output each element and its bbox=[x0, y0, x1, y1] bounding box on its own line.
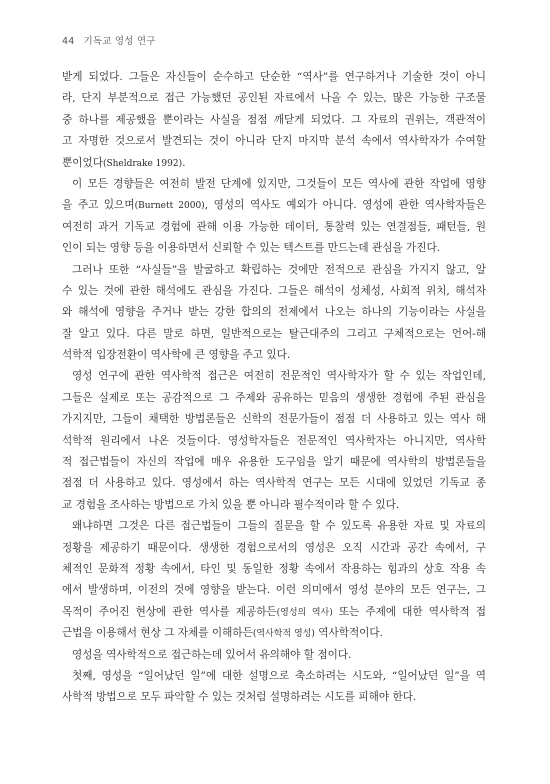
text-segment: 그러나 또한 “사실들”을 발굴하고 확립하는 것에만 전적으로 관심을 가지지 않고, 알 bbox=[72, 263, 486, 276]
citation: (Sheldrake 1992) bbox=[102, 158, 183, 169]
text-line bbox=[62, 302, 486, 323]
running-head bbox=[62, 33, 156, 47]
text-line bbox=[62, 473, 486, 494]
text-line bbox=[62, 324, 486, 345]
text-line bbox=[62, 580, 486, 601]
text-line bbox=[62, 153, 486, 174]
text-segment: 점점 더 사용하고 있다. 영성에서 하는 역사학적 연구는 모든 시대에 있었던 기독교 종 bbox=[62, 477, 486, 490]
text-line bbox=[62, 388, 486, 409]
text-segment: 첫째, 영성을 “일어났던 일”에 대한 설명으로 축소하려는 시도와, “일어났던 일”을 역 bbox=[72, 669, 486, 682]
text-segment: 에서 발생하며, 이전의 것에 영향을 받는다. 이런 의미에서 영성 분야의 모든 연구는, 그 bbox=[62, 584, 486, 597]
text-line bbox=[62, 281, 486, 302]
text-segment: 이 모든 경향들은 여전히 발전 단계에 있지만, 그것들이 모든 역사에 관한 작업에 영향 bbox=[72, 177, 486, 190]
text-segment: 체적인 문화적 정황 속에서, 타인 및 동일한 정황 속에서 작용하는 힘과의 상호 작용 속 bbox=[62, 562, 486, 575]
text-segment: 석학적 원리에서 나온 것들이다. 영성학자들은 전문적인 역사학자는 아니지만, 역사학 bbox=[62, 434, 486, 447]
text-segment: 수 있는 것에 관한 해석에도 관심을 가진다. 그들은 해석이 성체성, 사회적 위치, 해석자 bbox=[62, 284, 486, 297]
text-line bbox=[62, 88, 486, 109]
text-segment: 근법을 이용해서 현상 그 자체를 이해하든 bbox=[62, 627, 253, 640]
citation: (영성의 역사) bbox=[276, 607, 333, 618]
text-segment: 여전히 과거 기독교 경험에 관해 이용 가능한 데이터, 통찰력 있는 연결점들, 패턴들, 원 bbox=[62, 220, 486, 233]
text-segment: 받게 되었다. 그들은 자신들이 순수하고 단순한 “역사”를 연구하거나 기술한 것이 아니 bbox=[62, 71, 486, 83]
text-line bbox=[62, 366, 486, 387]
text-line bbox=[62, 409, 486, 430]
text-segment: 석학적 입장전환이 역사학에 큰 영향을 주고 있다. bbox=[62, 349, 291, 362]
text-segment: 영성을 역사학적으로 접근하는데 있어서 유의해야 할 점이다. bbox=[72, 648, 352, 661]
text-line bbox=[62, 495, 486, 516]
text-segment: 중 하나를 제공했을 뿐이라는 사실을 점점 깨닫게 되었다. 그 자료의 권위는, 객관적이 bbox=[62, 113, 486, 126]
book-title: 기독교 영성 연구 bbox=[83, 36, 156, 47]
text-segment: 또는 주제에 대한 역사학적 접 bbox=[332, 605, 486, 618]
text-line bbox=[62, 645, 486, 666]
text-segment: 와 해석에 영향을 주거나 받는 강한 합의의 전제에서 나오는 하나의 기능이라는 사실을 bbox=[62, 306, 486, 319]
text-segment: 왜냐하면 그것은 다른 접근법들이 그들의 질문을 할 수 있도록 유용한 자료 및 자료의 bbox=[72, 520, 486, 533]
text-line bbox=[62, 67, 486, 88]
text-segment: 목적이 주어진 현상에 관한 역사를 제공하든 bbox=[62, 605, 277, 618]
text-line bbox=[62, 174, 486, 195]
text-line bbox=[62, 110, 486, 131]
text-segment: 뿐이었다 bbox=[62, 156, 103, 169]
body-text bbox=[62, 67, 486, 709]
text-line bbox=[62, 602, 486, 623]
text-line bbox=[62, 217, 486, 238]
text-line bbox=[62, 623, 486, 644]
text-segment: 라, 단지 부분적으로 접근 가능했던 공인된 자료에서 나올 수 있는, 많은 가능한 구조물 bbox=[62, 92, 486, 105]
page-number: 44 bbox=[62, 36, 75, 47]
text-segment: 사학적 방법으로 모두 파악할 수 있는 것처럼 설명하려는 시도를 피해야 한다. bbox=[62, 691, 417, 704]
citation: (역사학적 영성) bbox=[252, 629, 315, 640]
text-segment: 영성 연구에 관한 역사학적 접근은 여전히 전문적인 역사학자가 할 수 있는 작업인데, bbox=[72, 370, 486, 383]
text-line bbox=[62, 345, 486, 366]
text-segment: 역사학적이다. bbox=[314, 627, 384, 640]
text-line bbox=[62, 538, 486, 559]
text-segment: 고 자명한 것으로서 발견되는 것이 아니라 단지 마지막 분석 속에서 역사학자가 수여할 bbox=[62, 135, 486, 148]
text-line bbox=[62, 452, 486, 473]
citation: (Burnett 2000) bbox=[134, 201, 205, 212]
text-line bbox=[62, 131, 486, 152]
text-line bbox=[62, 195, 486, 216]
text-segment: 가지지만, 그들이 채택한 방법론들은 신학의 전문가들이 점점 더 사용하고 있는 역사 해 bbox=[62, 413, 486, 426]
text-line bbox=[62, 516, 486, 537]
text-segment: . bbox=[182, 156, 186, 169]
text-segment: 을 주고 있으며 bbox=[62, 199, 135, 212]
text-segment: 그들은 실제로 또는 공감적으로 그 주제와 공유하는 믿음의 생생한 경험에 주된 관심을 bbox=[62, 391, 486, 404]
text-segment: , 영성의 역사도 예외가 아니다. 영성에 관한 역사학자들은 bbox=[204, 199, 486, 212]
text-segment: 교 경험을 조사하는 방법으로 가치 있을 뿐 아니라 필수적이라 할 수 있다. bbox=[62, 498, 400, 511]
text-segment: 인이 되는 영향 등을 이용하면서 신뢰할 수 있는 텍스트를 만드는데 관심을 가진다. bbox=[62, 242, 441, 255]
text-line bbox=[62, 260, 486, 281]
text-segment: 잘 알고 있다. 다른 말로 하면, 일반적으로는 탈근대주의 그리고 구체적으로는 언어-해 bbox=[62, 327, 486, 340]
text-segment: 적 접근법들이 자신의 작업에 매우 유용한 도구임을 알기 때문에 역사학의 방법론들을 bbox=[62, 456, 486, 469]
text-line bbox=[62, 238, 486, 259]
text-line bbox=[62, 559, 486, 580]
text-line bbox=[62, 431, 486, 452]
text-segment: 정황을 제공하기 때문이다. 생생한 경험으로서의 영성은 오직 시간과 공간 속에서, 구 bbox=[62, 541, 486, 554]
text-line bbox=[62, 687, 486, 708]
text-line bbox=[62, 666, 486, 687]
